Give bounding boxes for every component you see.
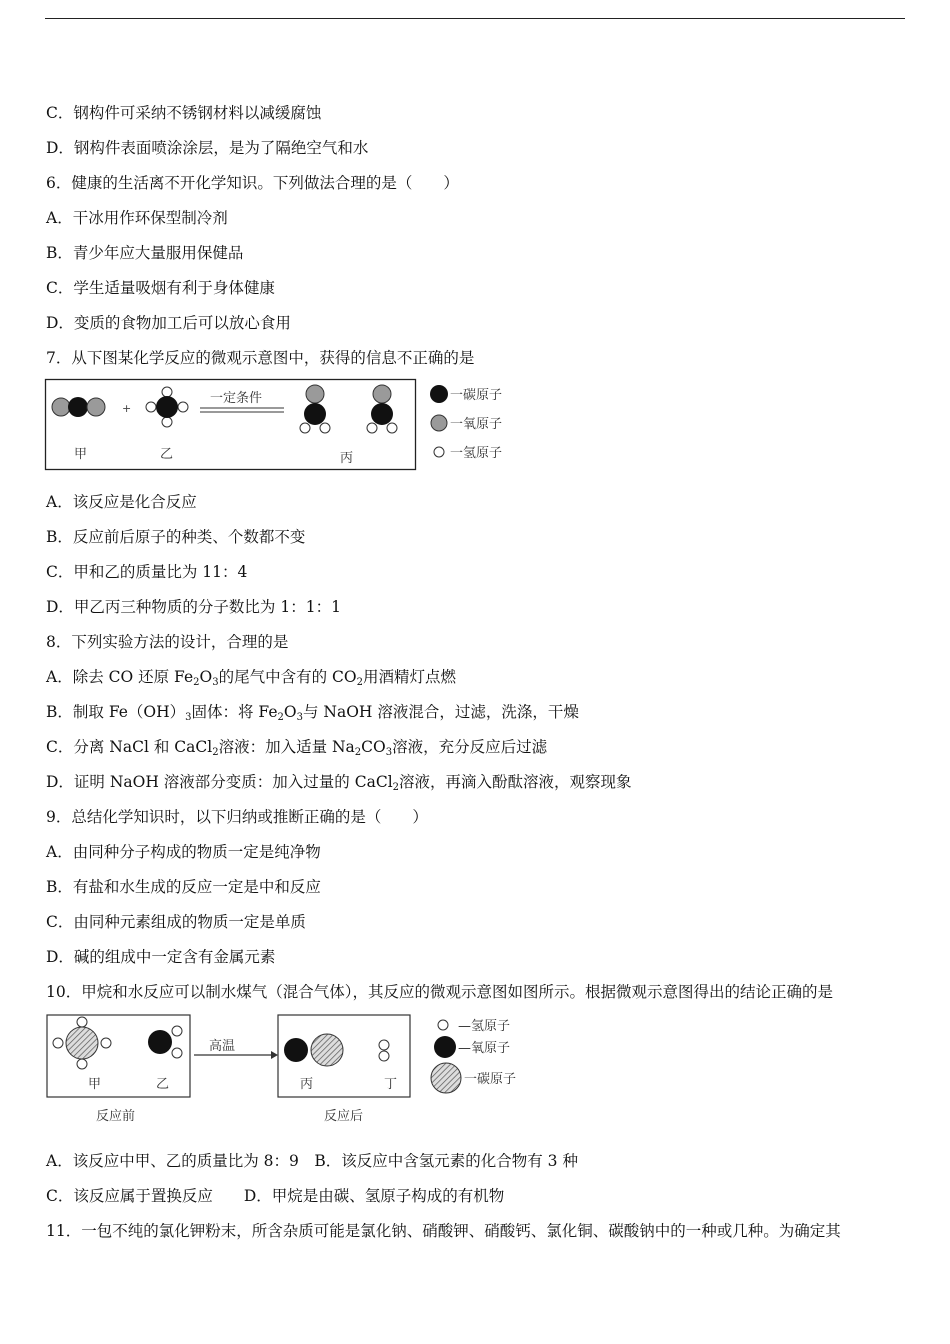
- q8-option-a: A．除去 CO 还原 $Fe_2O_3$的尾气中含有的 $CO_2$用酒精灯点燃: [46, 668, 456, 688]
- q5-option-d: D．钢构件表面喷涂涂层，是为了隔绝空气和水: [46, 139, 369, 157]
- q7-legend-carbon: 一碳原子: [450, 388, 503, 403]
- q10-options-cd: C．该反应属于置换反应 D．甲烷是由碳、氢原子构成的有机物: [46, 1187, 505, 1205]
- q7-legend-hydrogen: 一氢原子: [450, 446, 503, 461]
- q9-option-c: C．由同种元素组成的物质一定是单质: [46, 913, 306, 931]
- q10-legend-hydrogen: —氢原子: [458, 1019, 511, 1034]
- q10-label-bing: 丙: [300, 1077, 314, 1092]
- svg-text:+: +: [122, 402, 132, 415]
- q9-option-b: B．有盐和水生成的反应一定是中和反应: [46, 878, 321, 896]
- q10-caption-after: 反应后: [324, 1109, 364, 1124]
- q7-option-b: B．反应前后原子的种类、个数都不变: [46, 528, 306, 546]
- header-rule: [45, 18, 905, 19]
- q10-reaction-diagram: [44, 1012, 544, 1128]
- q7-option-d: D．甲乙丙三种物质的分子数比为 1：1：1: [46, 598, 341, 616]
- q8-stem: 8．下列实验方法的设计，合理的是: [46, 633, 289, 651]
- q8-option-d: D．证明 NaOH 溶液部分变质：加入过量的 CaCl$_2$溶液，再滴入酚酞溶液，观察现象: [46, 773, 632, 793]
- q6-option-b: B．青少年应大量服用保健品: [46, 244, 244, 262]
- q10-caption-before: 反应前: [96, 1109, 136, 1124]
- q10-label-yi: 乙: [156, 1077, 170, 1092]
- q7-condition: 一定条件: [210, 391, 263, 406]
- q7-option-a: A．该反应是化合反应: [46, 493, 197, 511]
- q9-option-a: A．由同种分子构成的物质一定是纯净物: [46, 843, 321, 861]
- q6-stem: 6．健康的生活离不开化学知识。下列做法合理的是（ ）: [46, 174, 459, 192]
- q5-option-c: C．钢构件可采纳不锈钢材料以减缓腐蚀: [46, 104, 322, 122]
- q11-stem: 11．一包不纯的氯化钾粉末，所含杂质可能是氯化钠、硝酸钾、硝酸钙、氯化铜、碳酸钠中的一种或几种。为确定其: [46, 1222, 841, 1240]
- q7-legend-oxygen: 一氧原子: [450, 417, 503, 432]
- q10-label-jia: 甲: [88, 1077, 102, 1092]
- q7-label-bing: 丙: [340, 451, 354, 466]
- q8-option-b: B．制取 $Fe(OH)_3$固体：将 $Fe_2O_3$与 NaOH 溶液混合，过滤，洗涤，干燥: [46, 703, 579, 723]
- q9-stem: 9．总结化学知识时，以下归纳或推断正确的是（ ）: [46, 808, 428, 826]
- q7-option-c: C．甲和乙的质量比为 11：4: [46, 563, 248, 581]
- q6-option-d: D．变质的食物加工后可以放心食用: [46, 314, 291, 332]
- q10-condition: 高温: [209, 1039, 236, 1054]
- q10-options-ab: A．该反应中甲、乙的质量比为 8：9 B．该反应中含氢元素的化合物有 3 种: [46, 1152, 578, 1170]
- q10-legend-oxygen: —氧原子: [458, 1041, 511, 1056]
- q7-stem: 7．从下图某化学反应的微观示意图中，获得的信息不正确的是: [46, 349, 475, 367]
- q10-legend-carbon: 一碳原子: [464, 1072, 517, 1087]
- q9-option-d: D．碱的组成中一定含有金属元素: [46, 948, 276, 966]
- q6-option-c: C．学生适量吸烟有利于身体健康: [46, 279, 275, 297]
- q7-reaction-diagram: [44, 378, 514, 474]
- q10-stem: 10．甲烷和水反应可以制水煤气（混合气体），其反应的微观示意图如图所示。根据微观示意图得出的结论正确的是: [46, 983, 833, 1001]
- q7-label-yi: 乙: [160, 447, 174, 462]
- q8-option-c: C．分离 NaCl 和 CaCl$_2$溶液：加入适量 $Na_2CO_3$溶液，充分反应后过滤: [46, 738, 548, 758]
- q6-option-a: A．干冰用作环保型制冷剂: [46, 209, 228, 227]
- q7-label-jia: 甲: [74, 447, 88, 462]
- q10-label-ding: 丁: [384, 1077, 398, 1092]
